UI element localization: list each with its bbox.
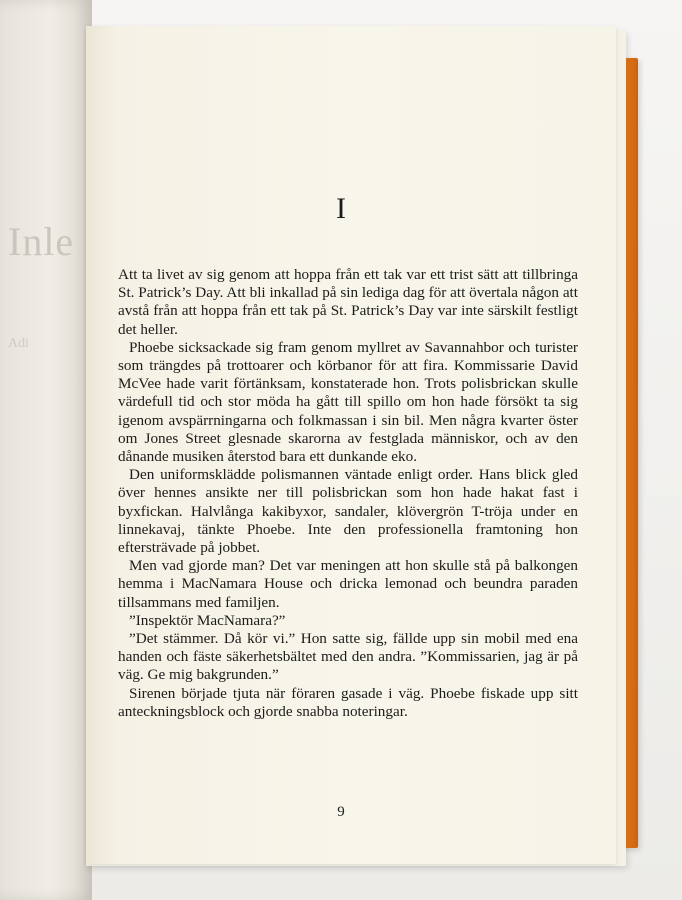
chapter-number: I (336, 192, 346, 225)
paragraph: Phoebe sicksackade sig fram genom myllret av Savannahbor och turister som trängdes på trottoarer och körbanor för att fira. Kommissarie David McVee hade varit förtänksam, konstaterade hon. Trots polisbrickan skulle värdefull tid och stor möda ha gått till spillo om hon hade försökt ta sig igenom avspärrningarna och folkmassan i sin bil. Men några kvarter öster om Jones Street glesnade skarorna av festglada människor, och av den dånande musiken återstod bara ett dunkande eko. (118, 338, 578, 466)
page-number: 9 (337, 804, 345, 820)
paragraph: ”Inspektör MacNamara?” (129, 611, 286, 629)
paragraph: Men vad gjorde man? Det var meningen att hon skulle stå på balkongen hemma i MacNamara House och dricka lemonad och beundra paraden tillsammans med familjen. (118, 557, 578, 611)
paragraph: Sirenen började tjuta när föraren gasade i väg. Phoebe fiskade upp sitt anteckningsblock och gjorde snabba noteringar. (118, 684, 578, 720)
previous-page-heading-fragment: Inle (8, 219, 75, 264)
left-page-edge (0, 0, 92, 900)
previous-page-text-fragment: Adi (8, 336, 29, 351)
paragraph: Den uniformsklädde polismannen väntade enligt order. Hans blick gled över hennes ansikte ner till polisbrickan som hon hade hakat fast i byxfickan. Halvlånga kakibyxor, sandaler, klövergrön T-tröja under en linnekavaj, tänkte Phoebe. Inte den professionella framtoning hon eftersträvade på jobbet. (118, 466, 578, 557)
paragraph: Att ta livet av sig genom att hoppa från ett tak var ett trist sätt att tillbringa St. Patrick’s Day. Att bli inkallad på sin lediga dag för att övertala någon att avstå från att hoppa från ett tak på St. Patrick’s Day var inte särskilt festligt det heller. (118, 266, 578, 338)
chapter-body-text (118, 266, 578, 721)
paragraph: ”Det stämmer. Då kör vi.” Hon satte sig, fällde upp sin mobil med ena handen och fäste säkerhetsbältet med den andra. ”Kommissarien, jag är på väg. Ge mig bakgrunden.” (118, 630, 578, 684)
